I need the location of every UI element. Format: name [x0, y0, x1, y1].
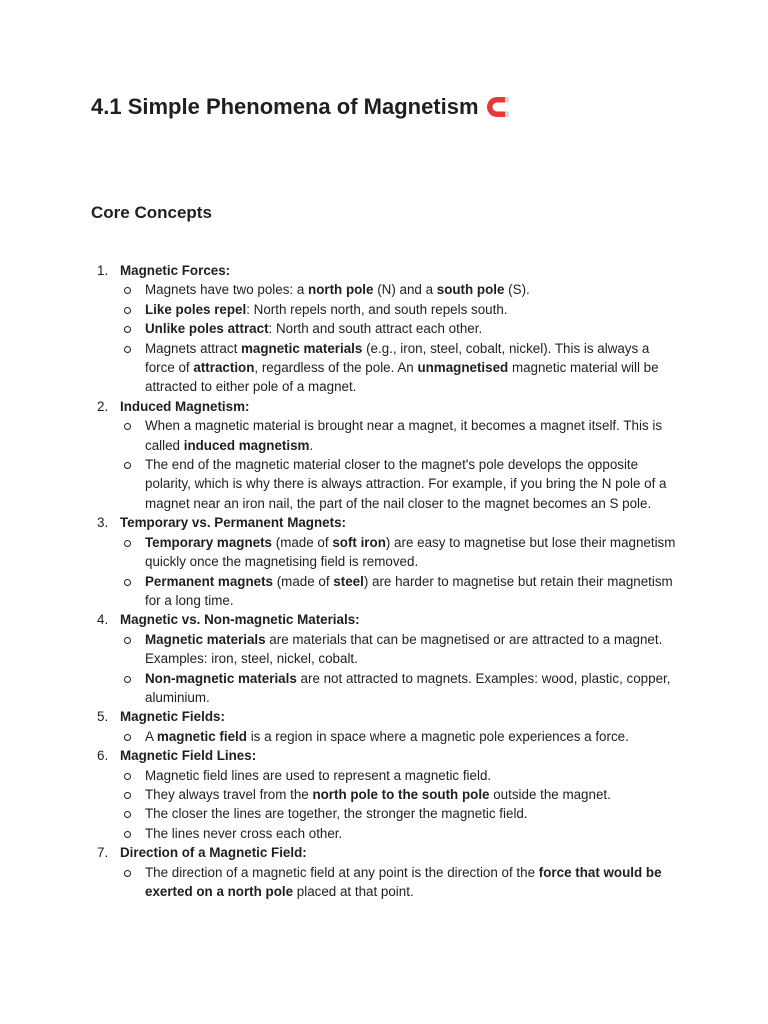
point-text: is a region in space where a magnetic pole experiences a force.: [246, 728, 629, 744]
concept-title: Magnetic Field Lines:: [120, 748, 257, 764]
point-text: (S).: [504, 282, 530, 298]
hollow-bullet-icon: [124, 870, 131, 877]
concept-title: Direction of a Magnetic Field:: [120, 845, 307, 861]
document-title-text: 4.1 Simple Phenomena of Magnetism: [91, 94, 479, 119]
concept-number: 5.: [97, 709, 109, 725]
hollow-bullet-icon: [124, 462, 131, 469]
point-text: (e.g., iron, steel, cobalt, nickel). This is always a force of: [145, 340, 650, 376]
concept-item: [91, 746, 681, 843]
hollow-bullet-icon: [124, 831, 131, 838]
concept-point: [120, 766, 681, 785]
point-text-bold: Non-magnetic materials: [145, 670, 297, 686]
point-text: , regardless of the pole. An: [254, 360, 418, 376]
point-text: Magnets have two poles: a: [145, 282, 309, 298]
concept-item: [91, 707, 681, 746]
concept-points: [120, 416, 681, 513]
point-text: Magnetic field lines are used to represent a magnetic field.: [145, 767, 492, 783]
point-text: magnetic material will be attracted to either pole of a magnet.: [145, 360, 659, 395]
point-text: placed at that point.: [293, 884, 414, 899]
hollow-bullet-icon: [124, 811, 131, 818]
point-text-bold: induced magnetism: [183, 437, 310, 453]
hollow-bullet-icon: [124, 540, 131, 547]
concept-title: Magnetic Forces:: [120, 263, 231, 278]
concept-point: [120, 630, 681, 669]
concept-number: 7.: [97, 845, 109, 861]
hollow-bullet-icon: [124, 287, 131, 294]
concept-point: [120, 416, 681, 455]
concept-point: [120, 280, 681, 299]
hollow-bullet-icon: [124, 637, 131, 644]
point-text: : North and south attract each other.: [268, 321, 483, 337]
concept-title: Magnetic Fields:: [120, 709, 225, 725]
point-text: are not attracted to magnets. Examples: wood, plastic, copper, aluminium.: [145, 670, 671, 705]
concept-points: [120, 280, 681, 396]
concept-point: [120, 727, 681, 746]
point-text: (made of: [272, 534, 333, 550]
concept-number: 1.: [97, 263, 109, 278]
concept-point: [120, 300, 681, 319]
point-text: ) are harder to magnetise but retain their magnetism for a long time.: [145, 573, 673, 608]
point-text-bold: soft iron: [332, 534, 386, 550]
point-text: Magnets attract: [145, 340, 242, 356]
point-text: They always travel from the: [145, 786, 313, 802]
point-text-bold: Permanent magnets: [145, 573, 273, 589]
point-text-bold: unmagnetised: [417, 360, 509, 376]
point-text-bold: Magnetic materials: [145, 631, 266, 647]
point-text: (made of: [273, 573, 334, 589]
concept-title: Induced Magnetism:: [120, 398, 250, 414]
concept-point: [120, 319, 681, 338]
section-heading-core-concepts: Core Concepts: [91, 203, 212, 222]
concept-points: [120, 766, 681, 844]
concept-point: [120, 533, 681, 572]
hollow-bullet-icon: [124, 676, 131, 683]
point-text: The direction of a magnetic field at any point is the direction of the: [145, 864, 539, 880]
concept-point: [120, 339, 681, 397]
hollow-bullet-icon: [124, 773, 131, 780]
point-text: The end of the magnetic material closer to the magnet's pole develops the opposite polarity, which is why there is always attraction. For example, if you bring the N pole of a magnet near an iron nail, the part of the nail closer to the magnet becomes an S pole.: [145, 457, 667, 511]
point-text-bold: north pole: [308, 282, 374, 298]
point-text: The closer the lines are together, the stronger the magnetic field.: [145, 806, 528, 822]
concept-number: 4.: [97, 612, 109, 628]
point-text: ) are easy to magnetise but lose their magnetism quickly once the magnetising field is removed.: [145, 534, 676, 570]
point-text-bold: attraction: [193, 360, 255, 376]
point-text-bold: Unlike poles attract: [145, 321, 269, 337]
concepts-list: [91, 261, 681, 901]
concept-point: [120, 669, 681, 708]
point-text-bold: south pole: [436, 282, 505, 298]
concept-item: [91, 513, 681, 610]
point-text-bold: force that would be exerted on a north pole: [145, 864, 662, 899]
hollow-bullet-icon: [124, 579, 131, 586]
concept-point: [120, 785, 681, 804]
hollow-bullet-icon: [124, 734, 131, 741]
hollow-bullet-icon: [124, 326, 131, 333]
concept-point: [120, 804, 681, 823]
point-text: are materials that can be magnetised or are attracted to a magnet. Examples: iron, steel, nickel, cobalt.: [145, 631, 663, 667]
point-text-bold: north pole to the south pole: [312, 786, 490, 802]
concept-points: [120, 533, 681, 611]
point-text: (N) and a: [373, 282, 437, 298]
point-text: outside the magnet.: [489, 786, 611, 802]
point-text: : North repels north, and south repels south.: [246, 301, 508, 317]
point-text-bold: magnetic materials: [241, 340, 363, 356]
concept-number: 6.: [97, 748, 109, 764]
point-text: When a magnetic material is brought near a magnet, it becomes a magnet itself. This is called: [145, 418, 663, 453]
concept-point: [120, 572, 681, 611]
concept-points: [120, 727, 681, 746]
concept-point: [120, 455, 681, 513]
point-text-bold: magnetic field: [156, 728, 247, 744]
point-text: A: [145, 728, 157, 744]
concept-point: [120, 824, 681, 843]
document-title: [91, 90, 513, 124]
concept-points: [120, 863, 681, 902]
concept-number: 2.: [97, 398, 109, 414]
concept-item: [91, 843, 681, 901]
magnet-icon: [487, 94, 513, 120]
point-text: The lines never cross each other.: [145, 825, 343, 841]
hollow-bullet-icon: [124, 346, 131, 353]
point-text-bold: steel: [333, 573, 364, 589]
point-text: .: [309, 437, 314, 453]
hollow-bullet-icon: [124, 307, 131, 314]
hollow-bullet-icon: [124, 792, 131, 799]
point-text-bold: Temporary magnets: [145, 534, 273, 550]
concept-item: [91, 397, 681, 513]
concept-item: [91, 610, 681, 707]
concept-points: [120, 630, 681, 708]
point-text-bold: Like poles repel: [145, 301, 247, 317]
concept-item: [91, 261, 681, 397]
hollow-bullet-icon: [124, 423, 131, 430]
concept-title: Temporary vs. Permanent Magnets:: [120, 515, 346, 531]
concept-number: 3.: [97, 515, 109, 531]
concept-title: Magnetic vs. Non-magnetic Materials:: [120, 612, 360, 628]
concept-point: [120, 863, 681, 902]
